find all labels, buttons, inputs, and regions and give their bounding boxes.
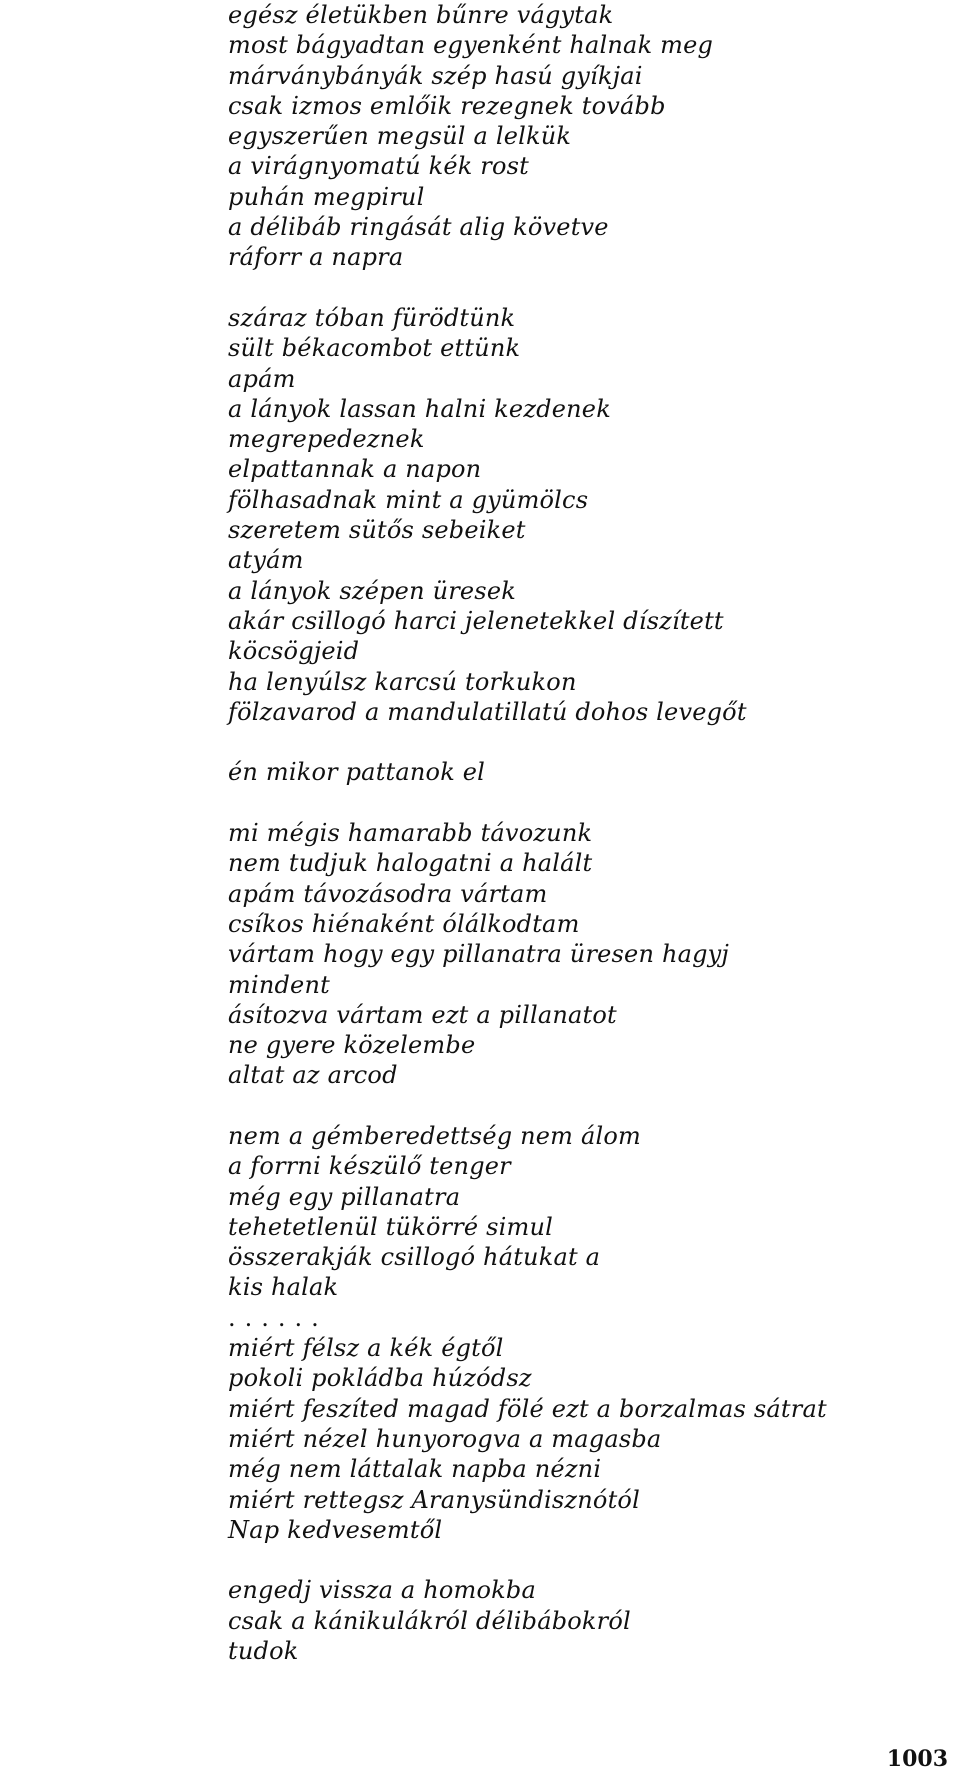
poem-line: most bágyadtan egyenként halnak meg: [228, 31, 714, 60]
stanza-gap: [228, 727, 948, 757]
poem-line: altat az arcod: [228, 1061, 398, 1090]
poem-line: csak izmos emlőik rezegnek tovább: [228, 91, 666, 120]
poem-line: száraz tóban fürödtünk: [228, 303, 516, 332]
poem-line: a forrni készülő tenger: [228, 1152, 511, 1181]
poem-line: csak a kánikulákról délibábokról: [228, 1606, 631, 1635]
poem-text: [228, 0, 948, 1666]
poem-line: sült békacombot ettünk: [228, 334, 521, 363]
poem-line: miért nézel hunyorogva a magasba: [228, 1424, 662, 1453]
poem-line: tudok: [228, 1637, 299, 1666]
poem-line: fölzavarod a mandulatillatú dohos levegőt: [228, 697, 747, 726]
poem-line: én mikor pattanok el: [228, 758, 486, 787]
poem-line: mi mégis hamarabb távozunk: [228, 819, 593, 848]
poem-line: ne gyere közelembe: [228, 1031, 476, 1060]
poem-line: akár csillogó harci jelenetekkel díszített: [228, 606, 724, 635]
poem-line: a virágnyomatú kék rost: [228, 152, 529, 181]
poem-line: engedj vissza a homokba: [228, 1576, 536, 1605]
poem-line: ásítozva vártam ezt a pillanatot: [228, 1000, 617, 1029]
stanza-gap: [228, 1545, 948, 1575]
poem-line: nem tudjuk halogatni a halált: [228, 849, 593, 878]
poem-line: apám: [228, 364, 296, 393]
poem-line: összerakják csillogó hátukat a: [228, 1243, 601, 1272]
poem-line: még nem láttalak napba nézni: [228, 1455, 602, 1484]
poem-line: pokoli pokládba húzódsz: [228, 1364, 532, 1393]
poem-line: egész életükben bűnre vágytak: [228, 1, 614, 29]
poem-line: elpattannak a napon: [228, 455, 482, 484]
poem-line: egyszerűen megsül a lelkük: [228, 122, 572, 151]
poem-line: mindent: [228, 970, 330, 999]
stanza-gap: [228, 273, 948, 303]
poem-line: miért feszíted magad fölé ezt a borzalmas sátrat: [228, 1394, 827, 1423]
poem-line: csíkos hiénaként ólálkodtam: [228, 909, 580, 938]
poem-line: vártam hogy egy pillanatra üresen hagyj: [228, 940, 730, 969]
poem-line: a lányok szépen üresek: [228, 576, 516, 605]
poem-line: a délibáb ringását alig követve: [228, 213, 609, 242]
poem-line: márványbányák szép hasú gyíkjai: [228, 61, 643, 90]
poem-line: megrepedeznek: [228, 425, 425, 454]
poem-line: fölhasadnak mint a gyümölcs: [228, 485, 589, 514]
stanza-gap: [228, 1091, 948, 1121]
poem-line: még egy pillanatra: [228, 1182, 461, 1211]
poem-line: miért félsz a kék égtől: [228, 1334, 504, 1363]
poem-line: ráforr a napra: [228, 243, 404, 272]
poem-line: puhán megpirul: [228, 182, 425, 211]
poem-line: Nap kedvesemtől: [228, 1515, 443, 1544]
poem-line: miért rettegsz Aranysündisznótól: [228, 1485, 640, 1514]
poem-line: ha lenyúlsz karcsú torkukon: [228, 667, 577, 696]
poem-line: nem a gémberedettség nem álom: [228, 1121, 641, 1150]
poem-line: szeretem sütős sebeiket: [228, 516, 526, 545]
page-number: 1003: [886, 1746, 948, 1772]
poem-line: köcsögjeid: [228, 637, 360, 666]
poem-line: atyám: [228, 546, 304, 575]
poem-line: kis halak: [228, 1273, 339, 1302]
poem-line: a lányok lassan halni kezdenek: [228, 394, 611, 423]
poem-line: apám távozásodra vártam: [228, 879, 548, 908]
stanza-gap: [228, 788, 948, 818]
poem-line: tehetetlenül tükörré simul: [228, 1212, 554, 1241]
section-separator: ......: [228, 1303, 328, 1332]
